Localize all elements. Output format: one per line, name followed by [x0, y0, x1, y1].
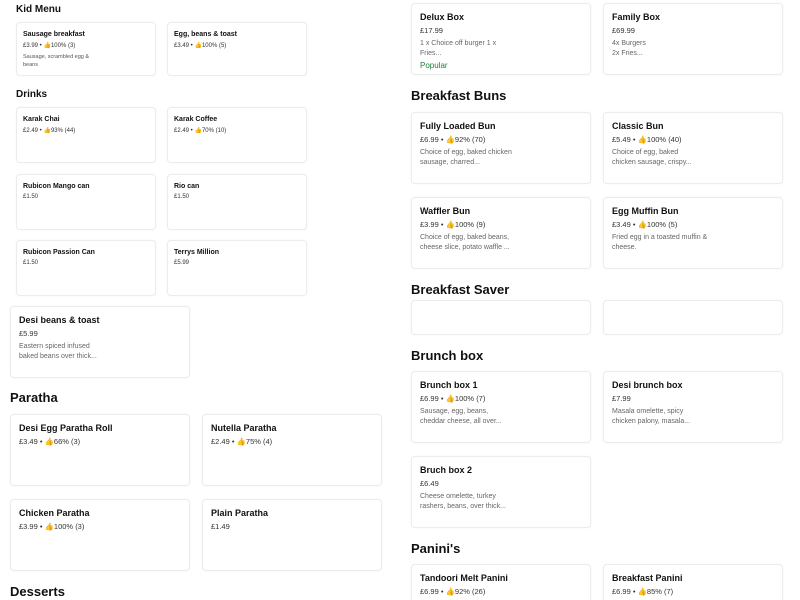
section-title-desserts: Desserts — [10, 584, 65, 599]
menu-item-card[interactable] — [603, 3, 783, 75]
item-name: Karak Coffee — [174, 116, 218, 123]
item-name: Rubicon Passion Can — [23, 249, 95, 256]
menu-item-card[interactable] — [10, 306, 190, 378]
item-meta: £6.99 • 👍92% (26) — [420, 587, 486, 596]
thumbs-up-icon: 👍 — [194, 128, 202, 134]
menu-item-card[interactable] — [167, 174, 307, 230]
item-name: Rio can — [174, 183, 200, 190]
section-title-breakfast-saver: Breakfast Saver — [411, 282, 510, 297]
menu-item-card[interactable] — [16, 107, 156, 163]
menu-item-card[interactable] — [167, 22, 307, 76]
menu-item-card[interactable] — [202, 499, 382, 571]
item-price: £1.50 — [23, 194, 39, 200]
thumbs-up-icon: 👍 — [236, 437, 246, 446]
item-meta: £2.49 • 👍70% (10) — [174, 128, 227, 134]
popular-badge: Popular — [420, 61, 448, 70]
item-name: Fully Loaded Bun — [420, 121, 496, 131]
item-name: Egg, beans & toast — [174, 31, 238, 38]
item-price: £5.99 — [19, 329, 38, 338]
item-price: £1.50 — [174, 194, 190, 200]
item-name: Karak Chai — [23, 116, 60, 123]
item-meta: £2.49 • 👍93% (44) — [23, 128, 76, 134]
menu-item-card[interactable] — [411, 300, 591, 335]
menu-item-card[interactable] — [603, 197, 783, 269]
item-name: Desi Egg Paratha Roll — [19, 423, 113, 433]
thumbs-up-icon: 👍 — [637, 587, 647, 596]
thumbs-up-icon: 👍 — [445, 587, 455, 596]
menu-item-card[interactable] — [16, 174, 156, 230]
item-description: Choice of egg, baked chicken sausage, crispy... — [612, 149, 692, 166]
menu-item-card[interactable] — [411, 564, 591, 600]
item-meta: £3.99 • 👍100% (3) — [19, 522, 85, 531]
thumbs-up-icon: 👍 — [44, 437, 54, 446]
menu-item-card[interactable] — [411, 197, 591, 269]
thumbs-up-icon: 👍 — [637, 220, 647, 229]
section-title-brunch-box: Brunch box — [411, 348, 484, 363]
item-price: £1.50 — [23, 260, 39, 266]
item-meta: £3.49 • 👍66% (3) — [19, 437, 81, 446]
menu-item-card[interactable] — [10, 414, 190, 486]
menu-item-card[interactable] — [16, 22, 156, 76]
item-meta: £5.49 • 👍100% (40) — [612, 135, 682, 144]
item-name: Delux Box — [420, 12, 465, 22]
thumbs-up-icon: 👍 — [445, 135, 455, 144]
item-meta: £3.99 • 👍100% (3) — [23, 43, 76, 49]
item-description: Fried egg in a toasted muffin & cheese. — [612, 234, 708, 251]
thumbs-up-icon: 👍 — [43, 128, 51, 134]
thumbs-up-icon: 👍 — [637, 135, 647, 144]
item-name: Family Box — [612, 12, 661, 22]
thumbs-up-icon: 👍 — [445, 394, 455, 403]
item-description: Choice of egg, baked beans, cheese slice, potato waffle ... — [420, 234, 510, 251]
thumbs-up-icon: 👍 — [194, 43, 202, 49]
item-price: £17.99 — [420, 26, 443, 35]
item-name: Desi beans & toast — [19, 315, 100, 325]
item-name: Rubicon Mango can — [23, 183, 90, 190]
menu-item-card[interactable] — [411, 456, 591, 528]
item-description: 1 x Choice off burger 1 x Fries... — [420, 40, 497, 57]
item-name: Plain Paratha — [211, 508, 269, 518]
menu-item-card[interactable] — [167, 240, 307, 296]
menu-item-card[interactable] — [603, 112, 783, 184]
thumbs-up-icon: 👍 — [43, 43, 51, 49]
menu-item-card[interactable] — [10, 499, 190, 571]
section-title-breakfast-buns: Breakfast Buns — [411, 88, 507, 103]
item-name: Chicken Paratha — [19, 508, 90, 518]
item-name: Terrys Million — [174, 249, 219, 256]
item-meta: £3.49 • 👍100% (5) — [174, 43, 227, 49]
item-name: Desi brunch box — [612, 380, 683, 390]
item-description: Sausage, egg, beans, cheddar cheese, all over... — [420, 408, 502, 425]
item-description: Cheese omelette, turkey rashers, beans, over thick... — [420, 493, 506, 510]
menu-item-card[interactable] — [411, 3, 591, 75]
item-name: Waffler Bun — [420, 206, 471, 216]
section-title-kid-menu: Kid Menu — [16, 4, 61, 15]
item-name: Breakfast Panini — [612, 573, 683, 583]
menu-item-card[interactable] — [603, 564, 783, 600]
item-name: Egg Muffin Bun — [612, 206, 679, 216]
menu-item-card[interactable] — [202, 414, 382, 486]
item-description: Masala omelette, spicy chicken palony, masala... — [612, 408, 691, 425]
item-meta: £2.49 • 👍75% (4) — [211, 437, 273, 446]
item-description: Sausage, scrambled egg & beans — [23, 54, 90, 68]
item-name: Nutella Paratha — [211, 423, 277, 433]
menu-item-card[interactable] — [603, 371, 783, 443]
item-meta: £6.99 • 👍92% (70) — [420, 135, 486, 144]
menu-item-card[interactable] — [411, 371, 591, 443]
item-price: £69.99 — [612, 26, 635, 35]
thumbs-up-icon: 👍 — [44, 522, 54, 531]
item-description: Choice of egg, baked chicken sausage, charred... — [420, 149, 512, 166]
menu-item-card[interactable] — [16, 240, 156, 296]
item-name: Sausage breakfast — [23, 31, 85, 38]
section-title-drinks: Drinks — [16, 89, 48, 100]
section-title-paninis: Panini's — [411, 541, 461, 556]
item-name: Classic Bun — [612, 121, 664, 131]
item-name: Bruch box 2 — [420, 465, 473, 475]
item-description: Eastern spiced infused baked beans over thick... — [19, 343, 97, 360]
item-price: £5.99 — [174, 260, 190, 266]
item-price: £6.49 — [420, 479, 439, 488]
item-price: £1.49 — [211, 522, 230, 531]
item-meta: £6.99 • 👍100% (7) — [420, 394, 486, 403]
item-name: Brunch box 1 — [420, 380, 478, 390]
item-meta: £3.49 • 👍100% (5) — [612, 220, 678, 229]
item-meta: £6.99 • 👍85% (7) — [612, 587, 674, 596]
item-name: Tandoori Melt Panini — [420, 573, 508, 583]
thumbs-up-icon: 👍 — [445, 220, 455, 229]
section-title-paratha: Paratha — [10, 390, 58, 405]
item-price: £7.99 — [612, 394, 631, 403]
menu-item-card[interactable] — [167, 107, 307, 163]
menu-item-card[interactable] — [411, 112, 591, 184]
item-meta: £3.99 • 👍100% (9) — [420, 220, 486, 229]
menu-item-card[interactable] — [603, 300, 783, 335]
item-description: 4x Burgers 2x Fries... — [612, 40, 646, 57]
